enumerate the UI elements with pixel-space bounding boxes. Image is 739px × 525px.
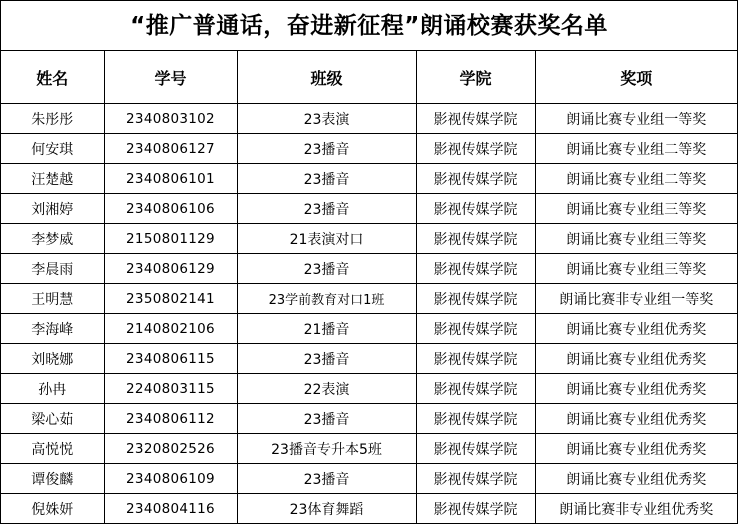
cell-college: 影视传媒学院 (416, 164, 535, 194)
cell-name: 汪楚越 (1, 164, 104, 194)
cell-name: 朱彤彤 (1, 104, 104, 134)
cell-college: 影视传媒学院 (416, 224, 535, 254)
cell-college: 影视传媒学院 (416, 134, 535, 164)
cell-class: 23播音 (237, 194, 416, 224)
table-row (1, 284, 737, 314)
cell-name: 李晨雨 (1, 254, 104, 284)
cell-name: 李梦威 (1, 224, 104, 254)
cell-student-id: 2340806101 (104, 164, 237, 194)
cell-student-id: 2340806115 (104, 344, 237, 374)
cell-class: 23播音 (237, 464, 416, 494)
cell-college: 影视传媒学院 (416, 464, 535, 494)
cell-student-id: 2340806129 (104, 254, 237, 284)
table-row (1, 194, 737, 224)
cell-college: 影视传媒学院 (416, 374, 535, 404)
cell-award: 朗诵比赛非专业组优秀奖 (535, 494, 737, 524)
cell-student-id: 2340806106 (104, 194, 237, 224)
cell-award: 朗诵比赛专业组优秀奖 (535, 434, 737, 464)
cell-college: 影视传媒学院 (416, 344, 535, 374)
header-class: 班级 (237, 51, 416, 104)
cell-class: 23表演 (237, 104, 416, 134)
table-row (1, 344, 737, 374)
cell-name: 高悦悦 (1, 434, 104, 464)
cell-award: 朗诵比赛专业组三等奖 (535, 224, 737, 254)
cell-class: 22表演 (237, 374, 416, 404)
cell-class: 23播音 (237, 344, 416, 374)
cell-name: 何安琪 (1, 134, 104, 164)
table-row (1, 164, 737, 194)
cell-award: 朗诵比赛专业组优秀奖 (535, 374, 737, 404)
cell-college: 影视传媒学院 (416, 284, 535, 314)
cell-award: 朗诵比赛专业组一等奖 (535, 104, 737, 134)
cell-award: 朗诵比赛专业组三等奖 (535, 254, 737, 284)
cell-award: 朗诵比赛专业组二等奖 (535, 134, 737, 164)
cell-college: 影视传媒学院 (416, 194, 535, 224)
table-row (1, 104, 737, 134)
cell-class: 23播音 (237, 404, 416, 434)
cell-name: 孙冉 (1, 374, 104, 404)
header-name: 姓名 (1, 51, 104, 104)
cell-college: 影视传媒学院 (416, 404, 535, 434)
cell-class: 21播音 (237, 314, 416, 344)
cell-name: 倪姝妍 (1, 494, 104, 524)
header-college: 学院 (416, 51, 535, 104)
table-row (1, 374, 737, 404)
cell-class: 23播音 (237, 254, 416, 284)
cell-name: 刘晓娜 (1, 344, 104, 374)
cell-award: 朗诵比赛专业组二等奖 (535, 164, 737, 194)
cell-college: 影视传媒学院 (416, 104, 535, 134)
cell-name: 刘湘婷 (1, 194, 104, 224)
cell-student-id: 2140802106 (104, 314, 237, 344)
table-row (1, 314, 737, 344)
cell-class: 23播音 (237, 134, 416, 164)
table-row (1, 464, 737, 494)
header-row (1, 51, 737, 104)
cell-name: 李海峰 (1, 314, 104, 344)
header-award: 奖项 (535, 51, 737, 104)
cell-award: 朗诵比赛专业组优秀奖 (535, 314, 737, 344)
cell-award: 朗诵比赛专业组优秀奖 (535, 464, 737, 494)
table-row (1, 134, 737, 164)
table-row (1, 224, 737, 254)
cell-class: 23学前教育对口1班 (237, 284, 416, 314)
cell-student-id: 2340806112 (104, 404, 237, 434)
header-student-id: 学号 (104, 51, 237, 104)
cell-award: 朗诵比赛专业组优秀奖 (535, 344, 737, 374)
cell-college: 影视传媒学院 (416, 254, 535, 284)
cell-name: 梁心茹 (1, 404, 104, 434)
cell-award: 朗诵比赛专业组优秀奖 (535, 404, 737, 434)
cell-student-id: 2150801129 (104, 224, 237, 254)
cell-student-id: 2340804116 (104, 494, 237, 524)
award-table (1, 51, 737, 523)
cell-name: 谭俊麟 (1, 464, 104, 494)
cell-student-id: 2240803115 (104, 374, 237, 404)
page-title: “推广普通话，奋进新征程”朗诵校赛获奖名单 (1, 1, 737, 51)
cell-name: 王明慧 (1, 284, 104, 314)
cell-award: 朗诵比赛专业组三等奖 (535, 194, 737, 224)
table-row (1, 254, 737, 284)
cell-class: 23播音专升本5班 (237, 434, 416, 464)
table-row (1, 404, 737, 434)
cell-student-id: 2350802141 (104, 284, 237, 314)
cell-student-id: 2340806109 (104, 464, 237, 494)
cell-student-id: 2340803102 (104, 104, 237, 134)
cell-college: 影视传媒学院 (416, 494, 535, 524)
table-row (1, 434, 737, 464)
cell-class: 23体育舞蹈 (237, 494, 416, 524)
table-row (1, 494, 737, 524)
cell-class: 23播音 (237, 164, 416, 194)
cell-class: 21表演对口 (237, 224, 416, 254)
cell-award: 朗诵比赛非专业组一等奖 (535, 284, 737, 314)
cell-student-id: 2340806127 (104, 134, 237, 164)
cell-student-id: 2320802526 (104, 434, 237, 464)
cell-college: 影视传媒学院 (416, 434, 535, 464)
cell-college: 影视传媒学院 (416, 314, 535, 344)
